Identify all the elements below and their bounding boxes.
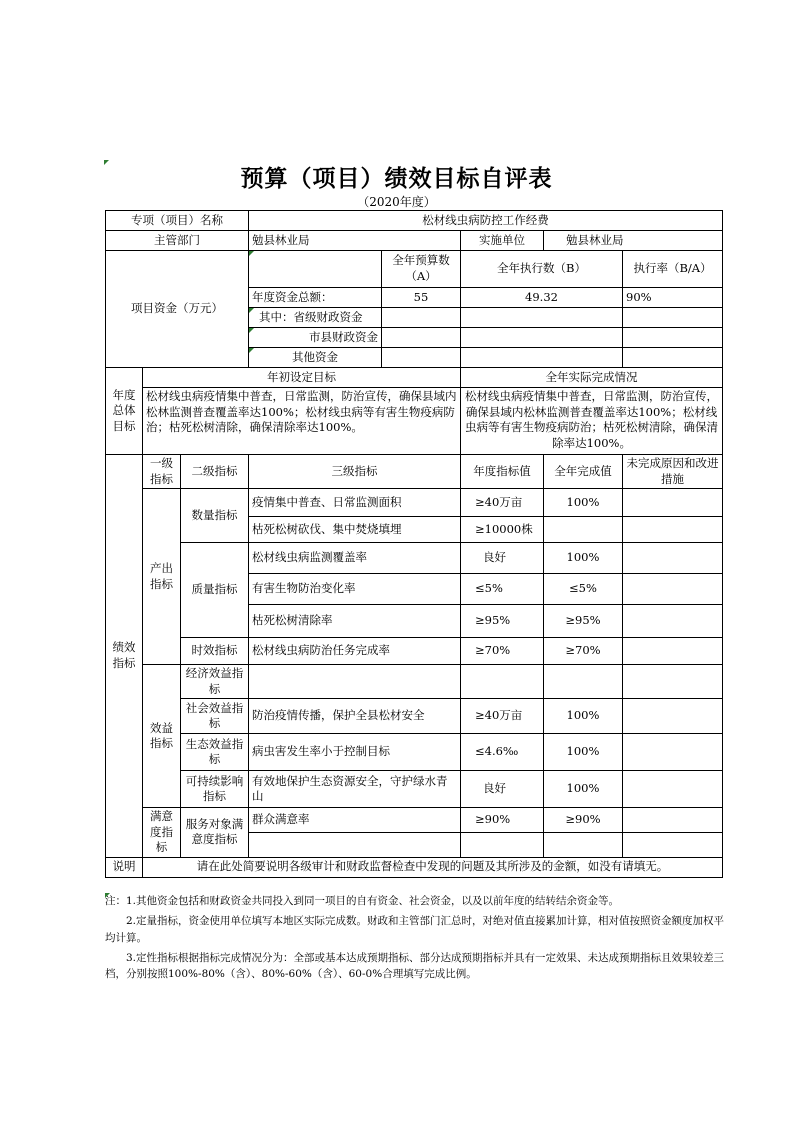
indicator-name: 疫情集中普查、日常监测面积: [249, 489, 461, 517]
indicator-name: 防治疫情传播，保护全县松材安全: [249, 699, 461, 734]
funds-row-rate: 90%: [623, 288, 723, 308]
indicator-reason: [623, 638, 723, 665]
indicator-name: [249, 833, 461, 857]
h-reason: 未完成原因和改进措施: [623, 455, 723, 489]
satisfaction-label: 满意度指标: [143, 808, 181, 858]
indicator-target: ≥40万亩: [461, 699, 544, 734]
funds-row-name: 其他资金: [249, 348, 382, 368]
funds-corner-cell: [249, 251, 382, 288]
dept-value: 勉县林业局: [249, 231, 461, 251]
remark-text: 请在此处简要说明各级审计和财政监督检查中发现的问题及其所涉及的金额，如没有请填无。: [143, 857, 723, 877]
indicator-target: [461, 833, 544, 857]
footnote-3: 3.定性指标根据指标完成情况分为：全部或基本达成预期指标、部分达成预期指标并具有一定效果、未达成预期指标且效果较差三档，分别按照100%-80%（含）、80%-60%（含）、60-0%合理填写完成比例。: [105, 951, 725, 981]
indicator-reason: [623, 734, 723, 771]
indicator-target: [461, 665, 544, 699]
goals-label: 年度总体目标: [106, 368, 143, 455]
indicator-row: [106, 734, 723, 771]
indicator-row: [106, 808, 723, 833]
funds-col-budget: 全年预算数（A）: [382, 251, 461, 288]
indicator-reason: [623, 833, 723, 857]
economic-label: 经济效益指标: [181, 665, 249, 699]
benefit-label: 效益指标: [143, 665, 181, 808]
evaluation-table: [105, 210, 723, 878]
footnotes: [105, 893, 725, 986]
indicator-target: 良好: [461, 771, 544, 808]
indicator-name: 有害生物防治变化率: [249, 574, 461, 605]
funds-row-rate: [623, 328, 723, 348]
indicator-row: [106, 699, 723, 734]
indicator-reason: [623, 543, 723, 574]
indicator-row: [106, 638, 723, 665]
indicator-reason: [623, 771, 723, 808]
h-actual: 全年完成值: [544, 455, 623, 489]
indicator-name: 松材线虫病监测覆盖率: [249, 543, 461, 574]
indicator-actual: [544, 833, 623, 857]
indicator-name: 有效地保护生态资源安全，守护绿水青山: [249, 771, 461, 808]
funds-row-exec: 49.32: [461, 288, 623, 308]
indicator-row: [106, 543, 723, 574]
footnote-2: 2.定量指标，资金使用单位填写本地区实际完成数。财政和主管部门汇总时，对绝对值直接累加计算，相对值按照资金额度加权平均计算。: [105, 915, 725, 944]
indicator-actual: 100%: [544, 734, 623, 771]
goals-set-text: 松材线虫病疫情集中普查，日常监测，防治宣传，确保县域内松林监测普查覆盖率达100%；松材线虫病等有害生物疫病防治；枯死松树清除，确保清除率达100%。: [143, 388, 461, 455]
goals-actual-text: 松材线虫病疫情集中普查，日常监测，防治宣传，确保县域内松林监测普查覆盖率达100%；松材线虫病等有害生物疫病防治；枯死松树清除，确保清除率达100%。: [461, 388, 723, 455]
indicator-name: 群众满意率: [249, 808, 461, 833]
sustain-label: 可持续影响指标: [181, 771, 249, 808]
indicator-actual: [544, 665, 623, 699]
funds-col-rate: 执行率（B/A）: [623, 251, 723, 288]
indicator-target: ≤4.6‰: [461, 734, 544, 771]
h-level3: 三级指标: [249, 455, 461, 489]
indicator-target: ≥95%: [461, 605, 544, 638]
h-level2: 二级指标: [181, 455, 249, 489]
page-year: （2020年度）: [357, 195, 436, 209]
indicator-target: 良好: [461, 543, 544, 574]
indicator-target: ≥70%: [461, 638, 544, 665]
goals-actual-header: 全年实际完成情况: [461, 368, 723, 388]
goals-set-header: 年初设定目标: [143, 368, 461, 388]
funds-label: 项目资金（万元）: [106, 251, 249, 368]
h-target: 年度指标值: [461, 455, 544, 489]
indicator-actual: 100%: [544, 699, 623, 734]
funds-row-exec: [461, 348, 623, 368]
funds-row-name: 市县财政资金: [249, 328, 382, 348]
project-name-label: 专项（项目）名称: [106, 211, 249, 231]
indicator-row: [106, 489, 723, 517]
dept-label: 主管部门: [106, 231, 249, 251]
indicator-reason: [623, 489, 723, 517]
indicator-actual: 100%: [544, 543, 623, 574]
funds-row-rate: [623, 308, 723, 328]
funds-row-exec: [461, 308, 623, 328]
funds-row-budget: [382, 348, 461, 368]
indicator-target: ≥40万亩: [461, 489, 544, 517]
indicator-target: ≤5%: [461, 574, 544, 605]
funds-row-budget: [382, 328, 461, 348]
service-label: 服务对象满意度指标: [181, 808, 249, 858]
indicator-reason: [623, 665, 723, 699]
indicators-label: 绩效指标: [106, 455, 143, 858]
indicator-row: [106, 665, 723, 699]
indicator-actual: ≥70%: [544, 638, 623, 665]
funds-row-budget: [382, 308, 461, 328]
indicator-target: ≥90%: [461, 808, 544, 833]
indicator-reason: [623, 574, 723, 605]
page-title: 预算（项目）绩效目标自评表: [240, 165, 553, 192]
output-label: 产出指标: [143, 489, 181, 665]
indicator-reason: [623, 605, 723, 638]
indicator-target: ≥10000株: [461, 517, 544, 543]
footnote-1: 注：1.其他资金包括和财政资金共同投入到同一项目的自有资金、社会资金，以及以前年度的结转结余资金等。: [105, 893, 725, 909]
time-label: 时效指标: [181, 638, 249, 665]
funds-row-rate: [623, 348, 723, 368]
indicator-actual: 100%: [544, 489, 623, 517]
eco-label: 生态效益指标: [181, 734, 249, 771]
indicator-name: 病虫害发生率小于控制目标: [249, 734, 461, 771]
h-level1: 一级指标: [143, 455, 181, 489]
project-name-value: 松材线虫病防控工作经费: [249, 211, 723, 231]
funds-row-name: 其中：省级财政资金: [249, 308, 382, 328]
funds-row-budget: 55: [382, 288, 461, 308]
social-label: 社会效益指标: [181, 699, 249, 734]
indicator-actual: 100%: [544, 771, 623, 808]
quality-label: 质量指标: [181, 543, 249, 638]
impl-label: 实施单位: [461, 231, 544, 251]
indicator-reason: [623, 699, 723, 734]
quantity-label: 数量指标: [181, 489, 249, 543]
indicator-actual: ≥90%: [544, 808, 623, 833]
indicator-name: 枯死松树清除率: [249, 605, 461, 638]
funds-col-exec: 全年执行数（B）: [461, 251, 623, 288]
indicator-reason: [623, 808, 723, 833]
indicator-name: 枯死松树砍伐、集中焚烧填埋: [249, 517, 461, 543]
indicator-actual: ≥95%: [544, 605, 623, 638]
indicator-actual: ≤5%: [544, 574, 623, 605]
indicator-row: [106, 771, 723, 808]
indicator-name: [249, 665, 461, 699]
indicator-reason: [623, 517, 723, 543]
indicator-actual: [544, 517, 623, 543]
indicator-name: 松材线虫病防治任务完成率: [249, 638, 461, 665]
funds-row-exec: [461, 328, 623, 348]
funds-row-name: 年度资金总额：: [249, 288, 382, 308]
impl-value: 勉县林业局: [544, 231, 723, 251]
remark-label: 说明: [106, 857, 143, 877]
